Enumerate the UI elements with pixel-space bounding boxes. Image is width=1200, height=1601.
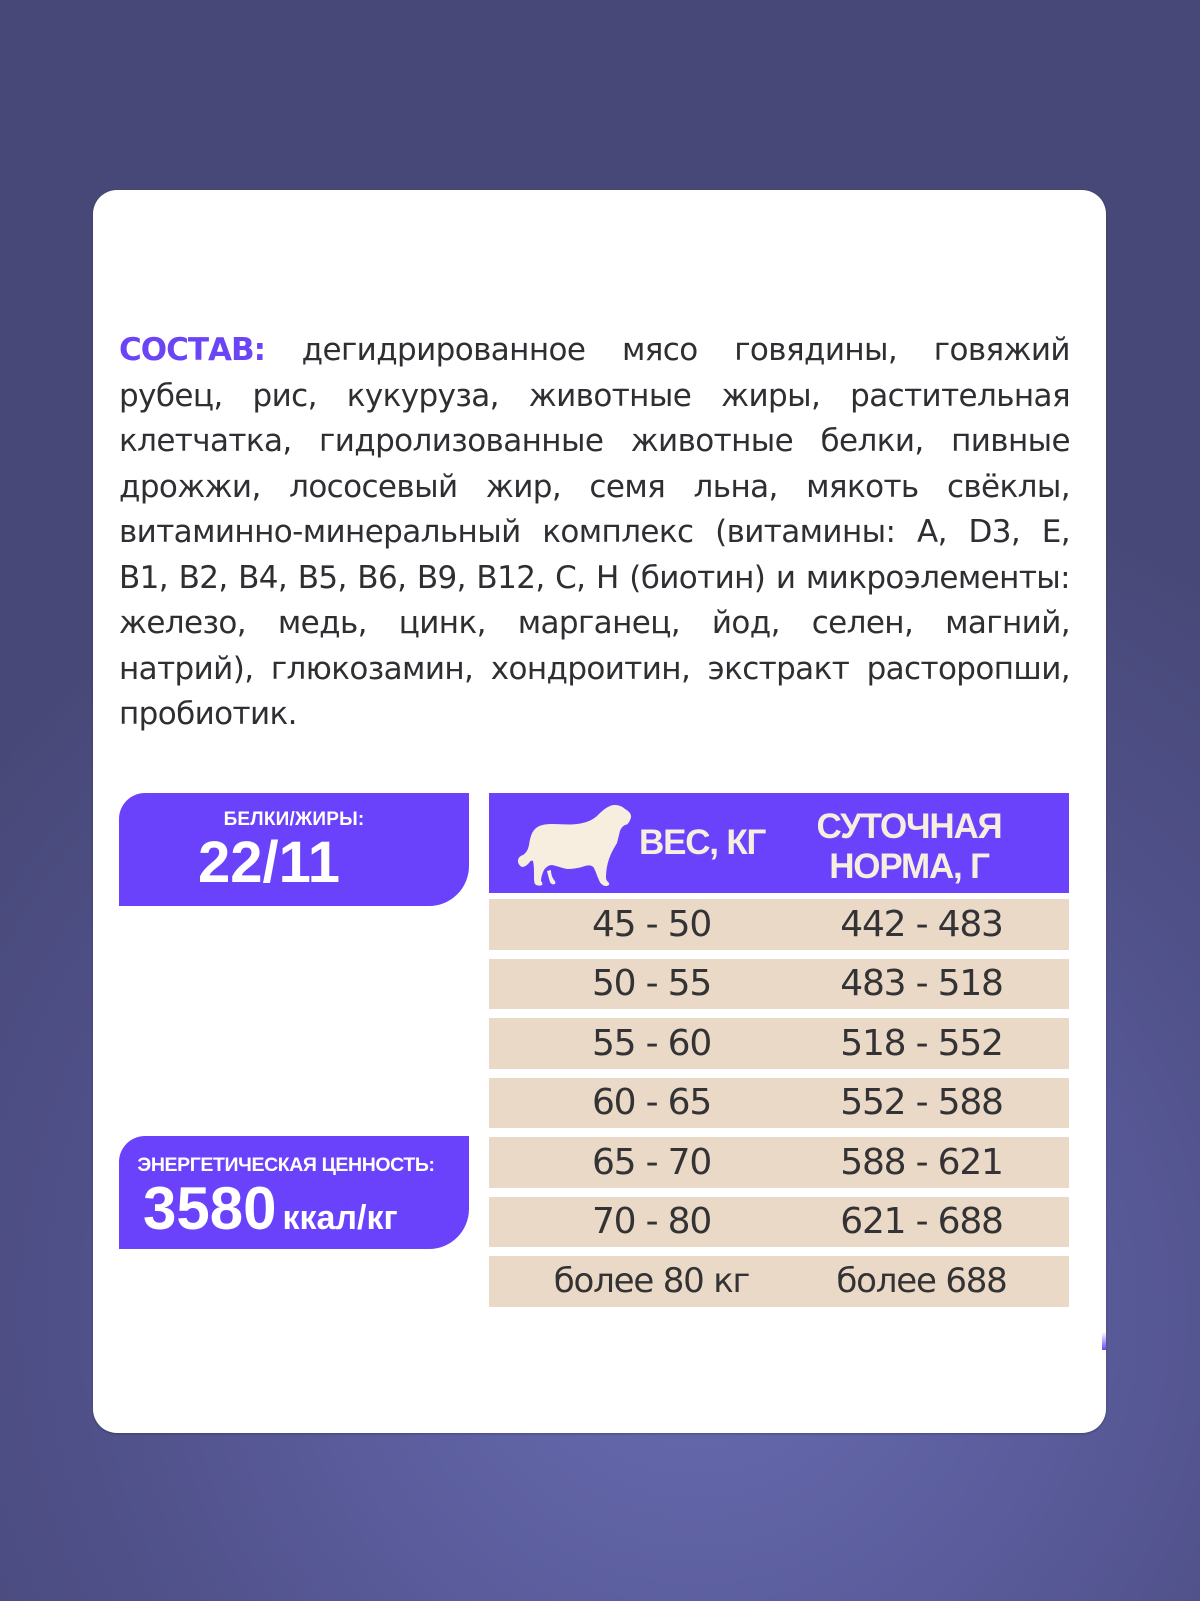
weight-cell: 50 - 55: [591, 963, 712, 1005]
dog-silhouette-icon: [517, 803, 635, 887]
norm-cell: 518 - 552: [840, 1022, 1003, 1064]
protein-fat-value: 22/11: [198, 830, 340, 895]
protein-fat-badge: [119, 793, 469, 906]
energy-unit: ккал/кг: [282, 1199, 398, 1237]
table-row: [489, 1256, 1069, 1307]
composition-text: дегидрированное мясо говядины, говяжий рубец, рис, кукуруза, животные жиры, растительная клетчатка, гидролизованные животные белки, пивные дрожжи, лососевый жир, семя льна, мякоть свёклы, витаминно-минеральный комплекс (витамины: A, D3, E, B1, B2, B4, B5, B6, B9, B12, C, H (биотин) и микроэлементы: железо, медь, цинк, марганец, йод, селен, магний, натрий), глюкозамин, хондроитин, экстракт расторопши, пробиотик.: [119, 332, 1070, 732]
composition-label: СОСТАВ:: [119, 332, 266, 368]
composition-paragraph: [119, 328, 1070, 738]
norm-cell: 588 - 621: [840, 1141, 1003, 1183]
energy-title: ЭНЕРГЕТИЧЕСКАЯ ЦЕННОСТЬ:: [137, 1154, 435, 1176]
energy-badge: [119, 1136, 469, 1249]
table-row: [489, 959, 1069, 1010]
protein-fat-title: БЕЛКИ/ЖИРЫ:: [223, 809, 365, 830]
norm-cell: 552 - 588: [840, 1082, 1003, 1124]
table-row: [489, 1078, 1069, 1129]
weight-cell: 60 - 65: [591, 1082, 712, 1124]
table-row: [489, 1137, 1069, 1188]
daily-norm-header-line1: СУТОЧНАЯ: [816, 807, 1002, 846]
energy-value: 3580: [143, 1175, 277, 1242]
table-row: [489, 1197, 1069, 1248]
weight-column-header: ВЕС, КГ: [639, 823, 766, 862]
table-row: [489, 1018, 1069, 1069]
weight-cell: более 80 кг: [553, 1261, 750, 1302]
norm-cell: 442 - 483: [840, 903, 1003, 945]
decorative-edge-mark: [1102, 1332, 1106, 1350]
info-card: [93, 190, 1106, 1433]
daily-norm-column-header: [809, 807, 1009, 887]
weight-cell: 65 - 70: [591, 1141, 712, 1183]
feeding-table-header: [489, 793, 1069, 893]
daily-norm-header-line2: НОРМА, Г: [829, 847, 989, 886]
weight-cell: 45 - 50: [591, 903, 712, 945]
weight-cell: 70 - 80: [591, 1201, 712, 1243]
feeding-table: [489, 793, 1069, 1316]
energy-value-row: [143, 1174, 398, 1243]
norm-cell: более 688: [836, 1261, 1007, 1302]
norm-cell: 621 - 688: [840, 1201, 1003, 1243]
feeding-table-body: [489, 899, 1069, 1307]
table-row: [489, 899, 1069, 950]
norm-cell: 483 - 518: [840, 963, 1003, 1005]
weight-cell: 55 - 60: [591, 1022, 712, 1064]
